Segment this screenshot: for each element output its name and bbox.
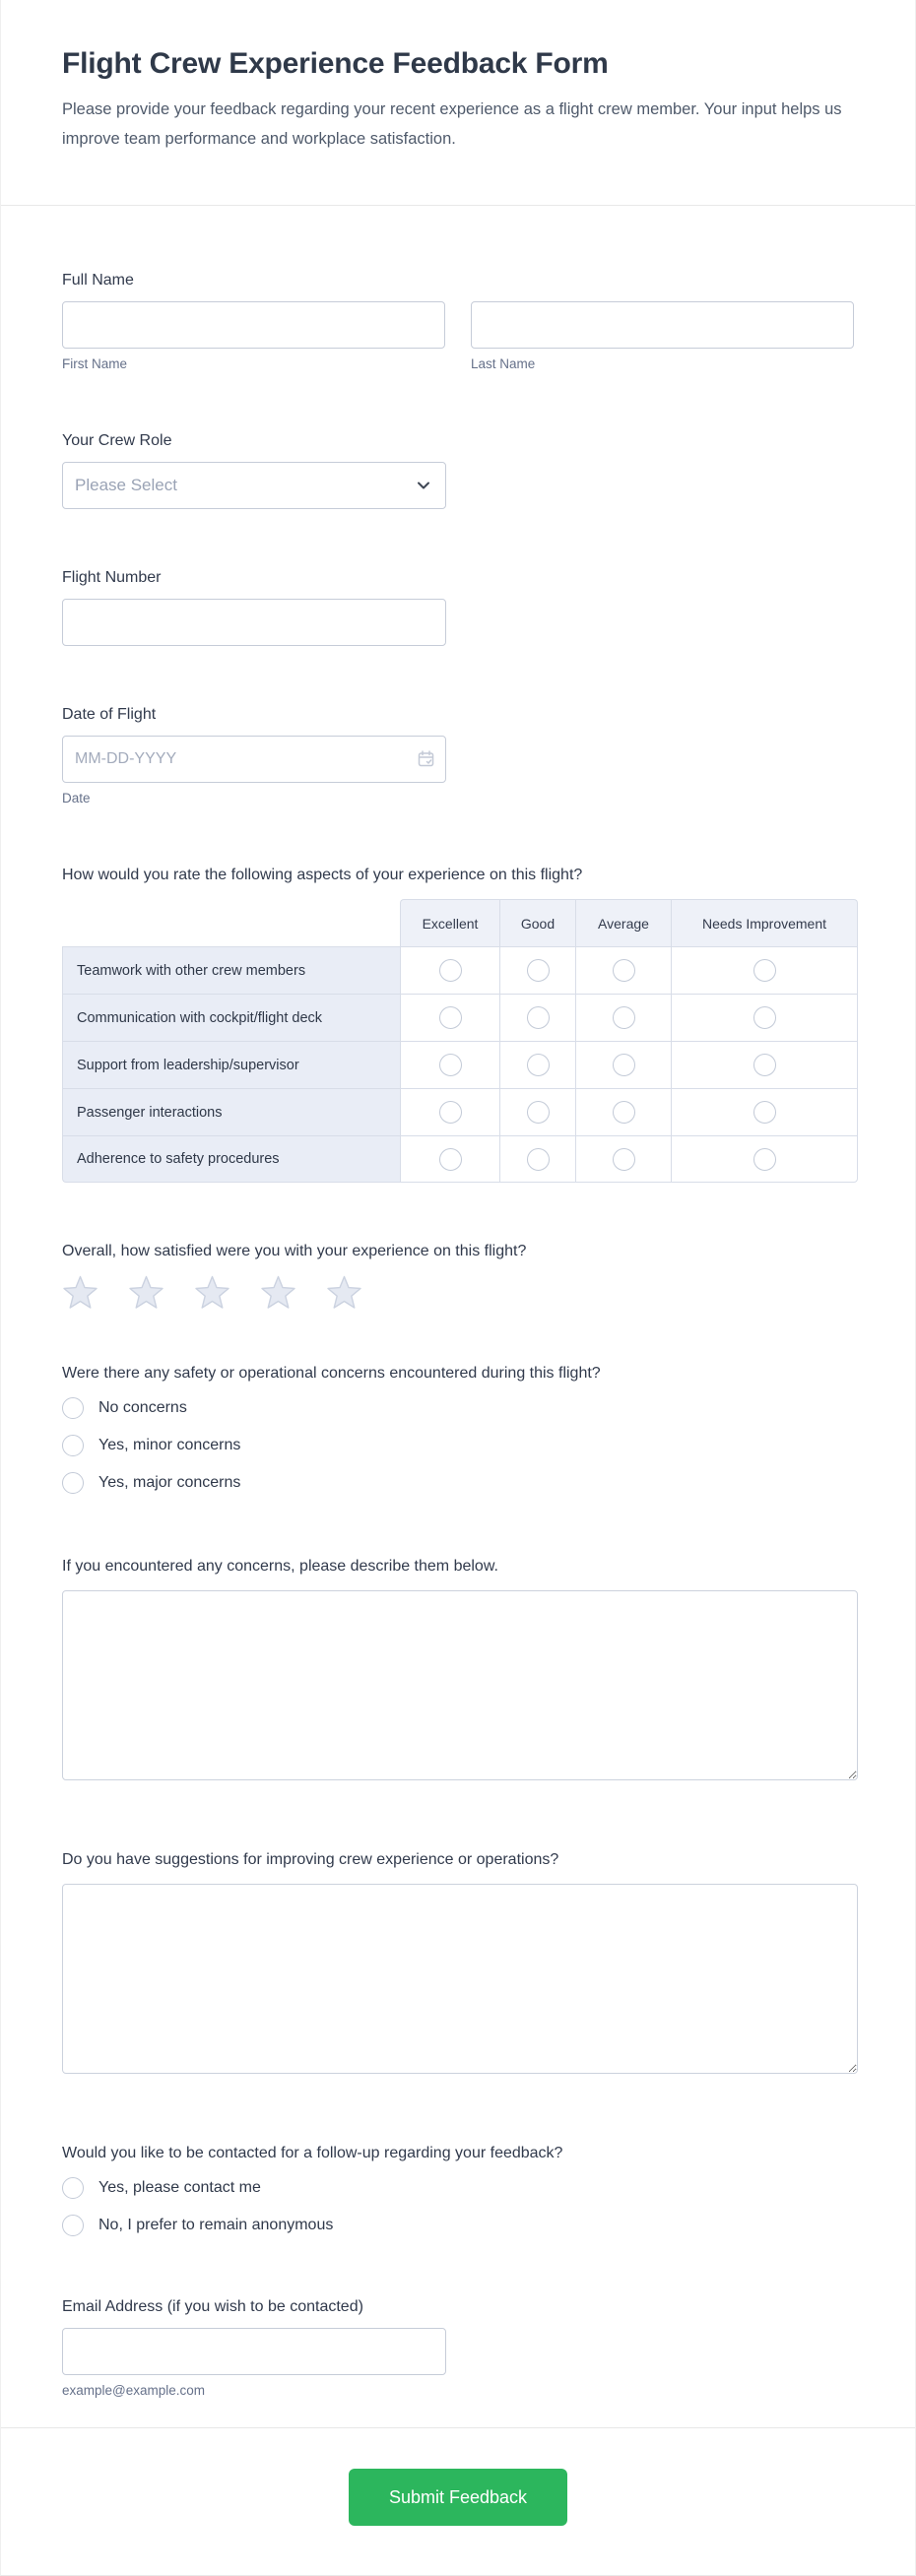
safety-concerns-question: Were there any safety or operational concerns encountered during this flight? — [62, 1365, 601, 1382]
matrix-radio-cell[interactable] — [671, 1135, 858, 1183]
matrix-row — [62, 994, 858, 1041]
matrix-radio-cell[interactable] — [575, 946, 671, 994]
matrix-column-header: Good — [499, 899, 575, 946]
matrix-column-header: Needs Improvement — [671, 899, 858, 946]
matrix-radio[interactable] — [613, 1148, 635, 1171]
matrix-header-row — [62, 899, 858, 946]
radio-option-contact-no[interactable] — [62, 2215, 854, 2236]
matrix-radio[interactable] — [439, 1054, 462, 1076]
field-full-name — [62, 271, 854, 372]
radio-icon[interactable] — [62, 1397, 84, 1419]
matrix-radio[interactable] — [753, 1006, 776, 1029]
date-input-wrap — [62, 736, 446, 783]
star-icon[interactable] — [128, 1275, 164, 1311]
field-suggestions — [62, 1850, 854, 2079]
matrix-radio[interactable] — [527, 1148, 550, 1171]
suggestions-textarea[interactable] — [62, 1884, 858, 2074]
matrix-radio[interactable] — [439, 1006, 462, 1029]
date-of-flight-label: Date of Flight — [62, 706, 157, 723]
matrix-row — [62, 1088, 858, 1135]
radio-icon[interactable] — [62, 2177, 84, 2199]
matrix-radio-cell[interactable] — [499, 1135, 575, 1183]
form-header — [1, 0, 915, 206]
flight-number-input[interactable] — [62, 599, 446, 646]
field-follow-up — [62, 2144, 854, 2236]
star-icon[interactable] — [194, 1275, 230, 1311]
last-name-input[interactable] — [471, 301, 854, 349]
matrix-radio[interactable] — [753, 1148, 776, 1171]
matrix-radio-cell[interactable] — [499, 994, 575, 1041]
star-icon[interactable] — [326, 1275, 362, 1311]
page-title: Flight Crew Experience Feedback Form — [62, 47, 609, 80]
form-subtitle: Please provide your feedback regarding your recent experience as a flight crew member. Your input helps us improve team performance and workplace satisfaction. — [62, 100, 842, 148]
radio-option-label: No, I prefer to remain anonymous — [98, 2217, 334, 2233]
matrix-row-label: Passenger interactions — [62, 1088, 400, 1135]
matrix-radio[interactable] — [439, 1148, 462, 1171]
suggestions-label: Do you have suggestions for improving crew experience or operations? — [62, 1851, 559, 1868]
last-name-sublabel: Last Name — [471, 356, 536, 371]
matrix-row — [62, 1135, 858, 1183]
submit-feedback-button[interactable]: Submit Feedback — [349, 2469, 567, 2526]
matrix-row-label: Adherence to safety procedures — [62, 1135, 400, 1183]
radio-option-no-concerns[interactable] — [62, 1397, 854, 1419]
email-label: Email Address (if you wish to be contacted) — [62, 2298, 363, 2315]
safety-concerns-options — [62, 1397, 854, 1494]
star-icon[interactable] — [62, 1275, 98, 1311]
matrix-radio-cell[interactable] — [400, 1135, 499, 1183]
chevron-down-icon — [416, 478, 431, 493]
matrix-radio-cell[interactable] — [575, 1135, 671, 1183]
date-sublabel: Date — [62, 791, 91, 805]
form-footer — [1, 2427, 915, 2575]
matrix-row — [62, 1041, 858, 1088]
matrix-row-label: Communication with cockpit/flight deck — [62, 994, 400, 1041]
matrix-radio-cell[interactable] — [671, 994, 858, 1041]
email-input[interactable] — [62, 2328, 446, 2375]
email-sublabel: example@example.com — [62, 2383, 206, 2398]
matrix-radio[interactable] — [527, 1054, 550, 1076]
matrix-row-label: Teamwork with other crew members — [62, 946, 400, 994]
last-name-col — [471, 301, 854, 372]
matrix-radio-cell[interactable] — [400, 994, 499, 1041]
radio-option-major-concerns[interactable] — [62, 1472, 854, 1494]
matrix-radio-cell[interactable] — [499, 1088, 575, 1135]
matrix-radio[interactable] — [753, 1054, 776, 1076]
matrix-radio-cell[interactable] — [671, 1041, 858, 1088]
matrix-radio[interactable] — [613, 1006, 635, 1029]
matrix-radio-cell[interactable] — [499, 946, 575, 994]
matrix-radio[interactable] — [527, 1006, 550, 1029]
matrix-radio[interactable] — [527, 1101, 550, 1124]
matrix-question: How would you rate the following aspects of your experience on this flight? — [62, 867, 583, 883]
crew-role-selected-value: Please Select — [75, 476, 177, 494]
radio-option-minor-concerns[interactable] — [62, 1435, 854, 1456]
radio-option-label: No concerns — [98, 1399, 187, 1416]
first-name-input[interactable] — [62, 301, 445, 349]
matrix-radio-cell[interactable] — [671, 1088, 858, 1135]
matrix-radio-cell[interactable] — [400, 1041, 499, 1088]
matrix-radio-cell[interactable] — [400, 946, 499, 994]
matrix-radio[interactable] — [613, 1054, 635, 1076]
matrix-radio-cell[interactable] — [575, 1041, 671, 1088]
matrix-row — [62, 946, 858, 994]
concerns-description-textarea[interactable] — [62, 1590, 858, 1780]
field-overall-rating — [62, 1242, 854, 1311]
form-body — [1, 206, 915, 2424]
field-safety-concerns — [62, 1364, 854, 1494]
radio-option-contact-yes[interactable] — [62, 2177, 854, 2199]
follow-up-options — [62, 2177, 854, 2236]
field-date-of-flight — [62, 705, 854, 806]
flight-number-label: Flight Number — [62, 569, 162, 586]
radio-option-label: Yes, minor concerns — [98, 1437, 241, 1453]
radio-icon[interactable] — [62, 1472, 84, 1494]
matrix-radio[interactable] — [527, 959, 550, 982]
follow-up-question: Would you like to be contacted for a follow-up regarding your feedback? — [62, 2145, 563, 2161]
crew-role-select[interactable] — [62, 462, 446, 509]
radio-icon[interactable] — [62, 1435, 84, 1456]
rating-matrix-table — [62, 899, 858, 1183]
radio-option-label: Yes, major concerns — [98, 1474, 241, 1491]
first-name-col — [62, 301, 445, 372]
matrix-row-label: Support from leadership/supervisor — [62, 1041, 400, 1088]
matrix-radio-cell[interactable] — [400, 1088, 499, 1135]
radio-option-label: Yes, please contact me — [98, 2179, 261, 2196]
radio-icon[interactable] — [62, 2215, 84, 2236]
field-email — [62, 2297, 854, 2399]
matrix-column-header: Average — [575, 899, 671, 946]
matrix-radio[interactable] — [439, 959, 462, 982]
matrix-radio-cell[interactable] — [575, 1088, 671, 1135]
star-rating — [62, 1275, 854, 1311]
date-input[interactable] — [62, 736, 446, 783]
first-name-sublabel: First Name — [62, 356, 128, 371]
concerns-description-label: If you encountered any concerns, please describe them below. — [62, 1558, 498, 1575]
field-crew-role — [62, 431, 854, 509]
matrix-radio[interactable] — [613, 959, 635, 982]
matrix-corner-cell — [62, 899, 400, 946]
overall-rating-question: Overall, how satisfied were you with your experience on this flight? — [62, 1243, 527, 1259]
matrix-radio-cell[interactable] — [575, 994, 671, 1041]
matrix-radio-cell[interactable] — [499, 1041, 575, 1088]
field-flight-number — [62, 568, 854, 646]
crew-role-label: Your Crew Role — [62, 432, 172, 449]
field-concerns-description — [62, 1557, 854, 1785]
matrix-column-header: Excellent — [400, 899, 499, 946]
calendar-icon[interactable] — [417, 749, 435, 768]
matrix-radio[interactable] — [753, 959, 776, 982]
matrix-radio[interactable] — [753, 1101, 776, 1124]
full-name-label: Full Name — [62, 272, 134, 289]
matrix-radio[interactable] — [613, 1101, 635, 1124]
matrix-radio-cell[interactable] — [671, 946, 858, 994]
full-name-row — [62, 301, 854, 372]
matrix-radio[interactable] — [439, 1101, 462, 1124]
field-rating-matrix — [62, 866, 854, 1183]
star-icon[interactable] — [260, 1275, 296, 1311]
